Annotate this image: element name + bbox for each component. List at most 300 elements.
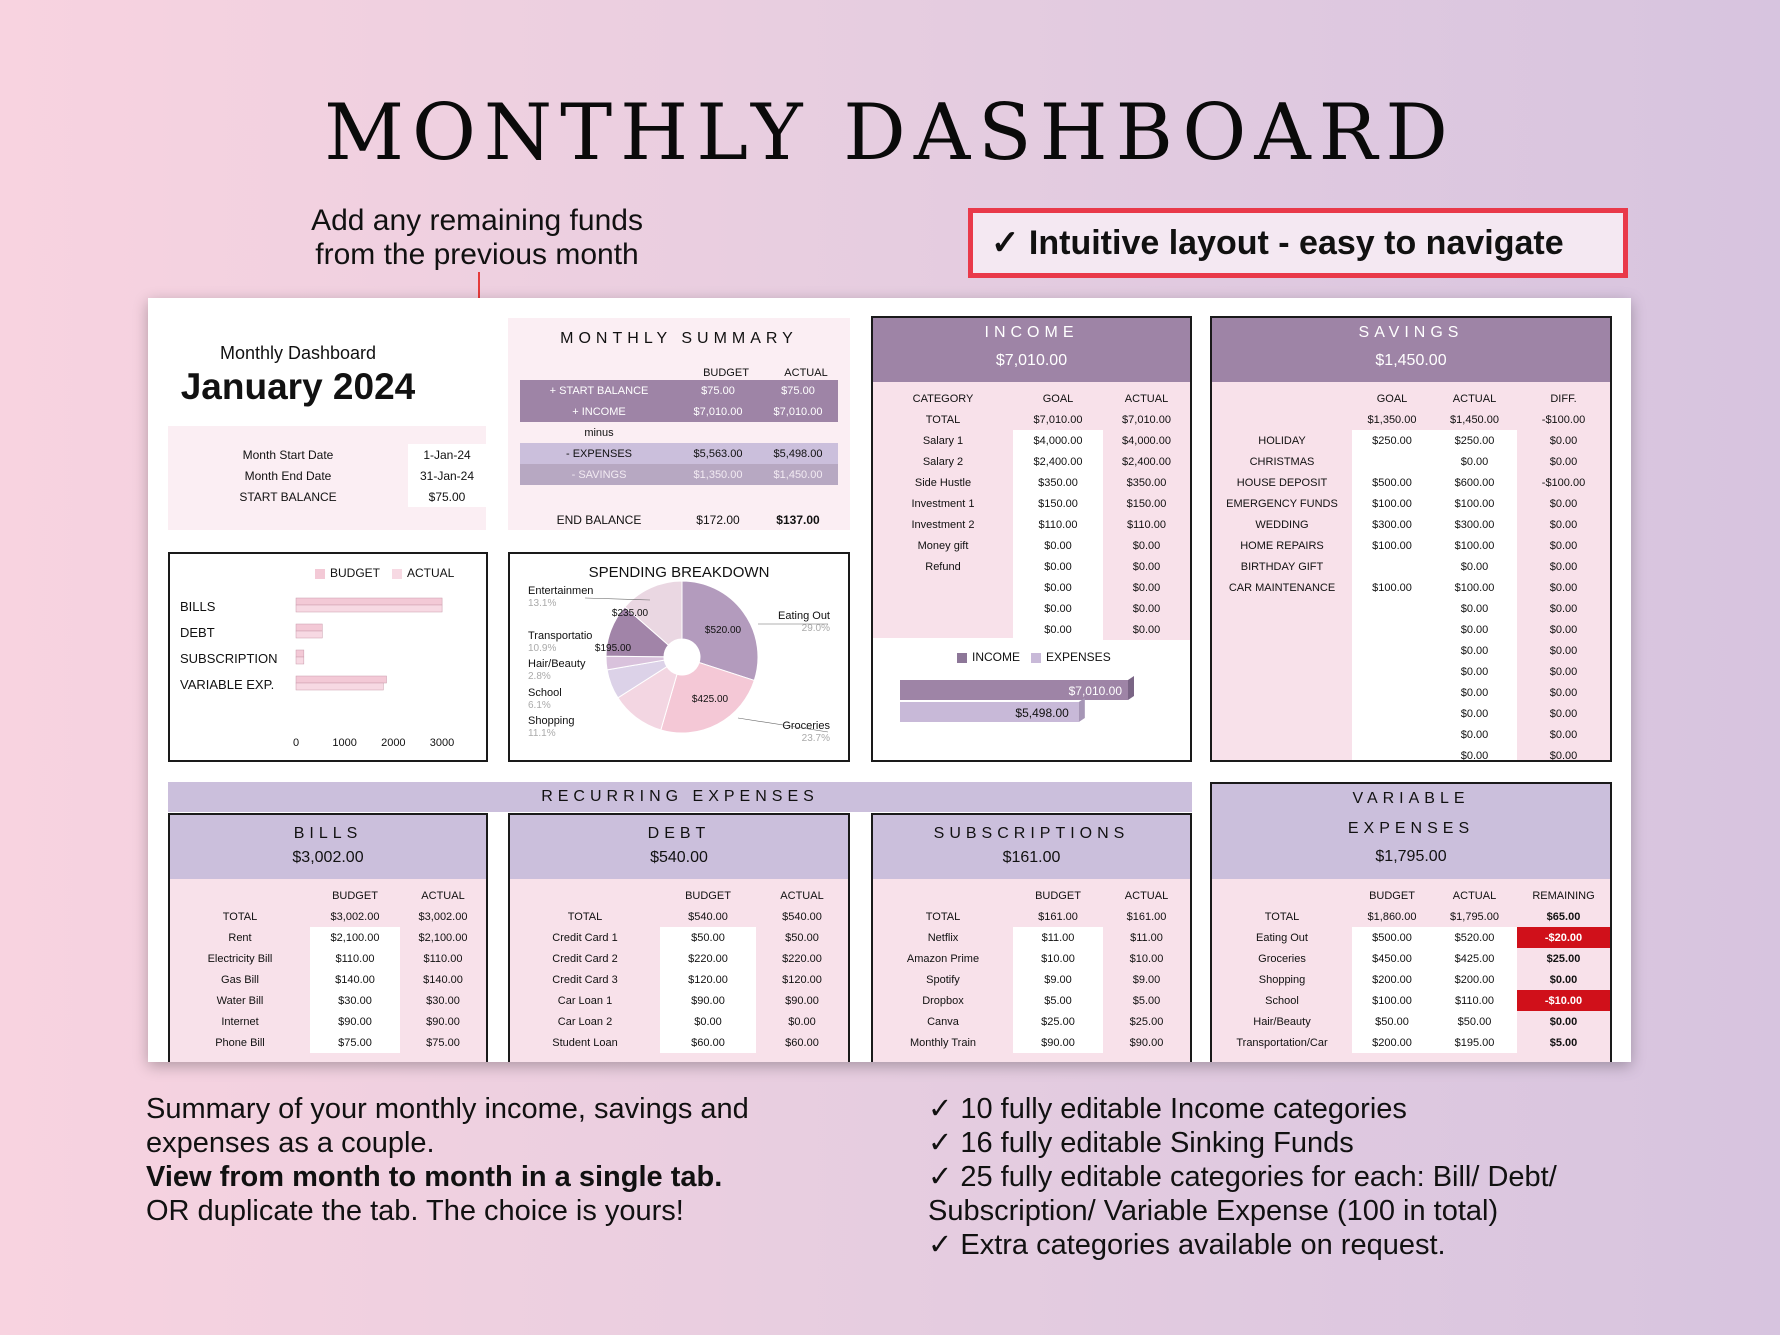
table-row — [873, 430, 1190, 451]
value-cell[interactable]: $0.00 — [1432, 451, 1517, 472]
value-cell[interactable] — [1352, 661, 1432, 682]
pie-percent-label: 2.8% — [528, 671, 551, 682]
table-row — [1212, 619, 1610, 640]
value-cell[interactable]: $0.00 — [1432, 640, 1517, 661]
bar-budget — [296, 650, 304, 657]
table-row — [873, 451, 1190, 472]
value-cell[interactable]: $520.00 — [1432, 927, 1517, 948]
savings-total: $1,450.00 — [1375, 352, 1447, 369]
value-cell[interactable]: $425.00 — [1432, 948, 1517, 969]
value-cell[interactable]: $100.00 — [1432, 535, 1517, 556]
value-cell[interactable] — [1352, 703, 1432, 724]
value-cell: $60.00 — [756, 1032, 848, 1053]
value-cell[interactable]: $100.00 — [1352, 577, 1432, 598]
value-cell: $0.00 — [1517, 969, 1610, 990]
column-header — [873, 885, 1013, 906]
page-headline: MONTHLY DASHBOARD — [324, 88, 1456, 178]
pie-percent-label: 10.9% — [528, 643, 557, 654]
variable-title-line1: VARIABLE — [1352, 790, 1470, 807]
column-header: GOAL — [1376, 392, 1408, 405]
category-cell — [1212, 598, 1352, 619]
table-header-row — [510, 885, 848, 906]
value-cell[interactable]: $50.00 — [1352, 1011, 1432, 1032]
value-cell[interactable]: $5.00 — [1013, 990, 1103, 1011]
value-cell[interactable]: $0.00 — [1013, 619, 1103, 640]
value-cell: $10.00 — [1103, 948, 1190, 969]
value-cell[interactable]: $0.00 — [1432, 598, 1517, 619]
category-cell — [1212, 661, 1352, 682]
value-cell: $11.00 — [1103, 927, 1190, 948]
category-cell — [1212, 745, 1352, 762]
value-cell: $0.00 — [1103, 535, 1190, 556]
value-cell: $0.00 — [1517, 745, 1610, 762]
column-header: CATEGORY — [912, 392, 974, 405]
value-cell[interactable]: $450.00 — [1352, 948, 1432, 969]
table-row — [1212, 927, 1610, 948]
category-cell — [1212, 640, 1352, 661]
value-cell[interactable] — [1352, 556, 1432, 577]
value-cell: $0.00 — [1517, 514, 1610, 535]
category-cell: BIRTHDAY GIFT — [1240, 560, 1324, 573]
legend-actual-label: ACTUAL — [407, 566, 455, 580]
value-cell[interactable]: $100.00 — [1352, 990, 1432, 1011]
value-cell[interactable]: $2,400.00 — [1013, 451, 1103, 472]
value-cell[interactable]: $195.00 — [1432, 1032, 1517, 1053]
table-row — [873, 1032, 1190, 1053]
income-table — [873, 388, 1190, 640]
value-cell: $110.00 — [400, 948, 486, 969]
table-row: Month End Date 31-Jan-24 — [168, 465, 486, 486]
savings-title: SAVINGS — [1358, 324, 1464, 341]
value-cell: $150.00 — [1103, 493, 1190, 514]
dashboard-month: January 2024 — [180, 366, 416, 407]
summary-title: MONTHLY SUMMARY — [560, 330, 798, 347]
table-row: END BALANCE $172.00 $137.00 — [556, 512, 820, 527]
category-cell: Student Loan — [552, 1036, 618, 1049]
feature-line: Subscription/ Variable Expense (100 in total) — [928, 1195, 1499, 1227]
value-cell[interactable]: $0.00 — [1013, 556, 1103, 577]
footer-right — [928, 1092, 1648, 1262]
value-cell[interactable] — [1352, 598, 1432, 619]
category-cell: Monthly Train — [909, 1036, 977, 1049]
debt-total: $540.00 — [650, 849, 708, 866]
monthly-summary-panel: MONTHLY SUMMARY BUDGET ACTUAL + START BALANCE $75.00 $75.00 + INCOME $7,010.00 $7,010.00 minus - EXPENSES $5,563.00 $5,498.00 - SAVINGS $1,350.00 $1,450.00 END BALANCE $172.00 $137.00 — [508, 318, 850, 530]
value-cell[interactable]: $0.00 — [1432, 745, 1517, 762]
table-total-row: TOTAL $7,010.00 $7,010.00 — [925, 413, 1171, 426]
table-row — [873, 948, 1190, 969]
value-cell[interactable]: $4,000.00 — [1013, 430, 1103, 451]
category-cell: Credit Card 2 — [552, 952, 618, 965]
table-row: - SAVINGS $1,350.00 $1,450.00 — [520, 464, 838, 485]
value-cell[interactable]: $0.00 — [1432, 703, 1517, 724]
table-row: minus — [584, 426, 614, 439]
table-row — [1212, 493, 1610, 514]
value-cell[interactable] — [1352, 745, 1432, 762]
table-header-row — [873, 388, 1190, 409]
column-header — [1212, 885, 1352, 906]
table-row — [873, 619, 1190, 640]
category-cell — [873, 619, 1013, 640]
table-row — [1212, 598, 1610, 619]
table-header-row — [873, 885, 1190, 906]
value-cell: $90.00 — [1103, 1032, 1190, 1053]
value-cell[interactable] — [1352, 724, 1432, 745]
table-total-row: TOTAL $1,860.00 $1,795.00 $65.00 — [1264, 910, 1581, 923]
category-cell: CAR MAINTENANCE — [1228, 581, 1336, 594]
category-cell: Car Loan 1 — [557, 994, 613, 1007]
value-cell[interactable]: $90.00 — [310, 1011, 400, 1032]
value-cell[interactable]: $220.00 — [660, 948, 756, 969]
table-row — [1212, 535, 1610, 556]
category-cell: Side Hustle — [914, 476, 972, 489]
category-cell: Spotify — [926, 973, 960, 986]
subscriptions-title: SUBSCRIPTIONS — [933, 825, 1130, 842]
legend-income-label: INCOME — [972, 650, 1020, 664]
value-cell[interactable]: $25.00 — [1013, 1011, 1103, 1032]
value-cell[interactable]: $110.00 — [1013, 514, 1103, 535]
value-cell: $0.00 — [1517, 451, 1610, 472]
value-cell[interactable]: $90.00 — [660, 990, 756, 1011]
table-row — [1212, 948, 1610, 969]
value-cell[interactable]: $75.00 — [310, 1032, 400, 1053]
bar-budget — [296, 598, 442, 605]
value-cell: -$10.00 — [1517, 990, 1610, 1011]
bar-actual — [296, 631, 322, 638]
spreadsheet-dashboard — [148, 298, 1631, 1062]
value-cell[interactable]: $600.00 — [1432, 472, 1517, 493]
table-row — [1212, 556, 1610, 577]
table-row — [510, 927, 848, 948]
value-cell: $9.00 — [1103, 969, 1190, 990]
recurring-expenses-title: RECURRING EXPENSES — [168, 782, 1192, 812]
table-row — [510, 948, 848, 969]
value-cell: $0.00 — [1517, 703, 1610, 724]
value-cell[interactable]: $110.00 — [1432, 990, 1517, 1011]
subscriptions-table — [873, 885, 1190, 1053]
table-row — [873, 556, 1190, 577]
pie-value-label: $235.00 — [611, 608, 649, 619]
axis-tick-label: 2000 — [381, 737, 406, 749]
column-header: DIFF. — [1550, 392, 1577, 405]
value-cell[interactable] — [1352, 619, 1432, 640]
value-cell[interactable]: $100.00 — [1432, 493, 1517, 514]
value-cell: $0.00 — [1103, 556, 1190, 577]
category-cell: HOLIDAY — [1258, 434, 1306, 447]
table-row: - EXPENSES $5,563.00 $5,498.00 — [520, 443, 838, 464]
value-cell: $0.00 — [1517, 535, 1610, 556]
table-row — [873, 969, 1190, 990]
table-row: Month Start Date 1-Jan-24 — [168, 444, 486, 465]
footer-left: Summary of your monthly income, savings and expenses as a couple. View from month to month in a single tab. OR duplicate the tab. The choice is yours! — [146, 1093, 749, 1227]
dashboard-label: Monthly Dashboard — [219, 343, 377, 363]
table-total-row: TOTAL $161.00 $161.00 — [925, 910, 1167, 923]
column-header: GOAL — [1042, 392, 1074, 405]
table-row — [1212, 724, 1610, 745]
value-cell[interactable] — [1352, 640, 1432, 661]
value-cell: $25.00 — [1517, 948, 1610, 969]
value-cell[interactable] — [1352, 451, 1432, 472]
axis-tick-label: 3000 — [429, 737, 455, 749]
column-header — [170, 885, 310, 906]
value-cell[interactable]: $150.00 — [1013, 493, 1103, 514]
value-cell: $220.00 — [756, 948, 848, 969]
bar-category-label: BILLS — [180, 599, 216, 614]
table-row — [873, 990, 1190, 1011]
value-cell[interactable]: $100.00 — [1352, 493, 1432, 514]
value-cell[interactable]: $350.00 — [1013, 472, 1103, 493]
value-cell[interactable]: $300.00 — [1432, 514, 1517, 535]
savings-table — [1212, 388, 1610, 762]
table-row: START BALANCE $75.00 — [168, 486, 486, 507]
category-cell: EMERGENCY FUNDS — [1226, 497, 1338, 510]
pie-percent-label: 11.1% — [528, 728, 556, 739]
value-cell: $90.00 — [400, 1011, 486, 1032]
value-cell[interactable]: $0.00 — [1432, 619, 1517, 640]
column-header: ACTUAL — [780, 889, 824, 902]
feature-line: ✓ 16 fully editable Sinking Funds — [928, 1127, 1354, 1159]
value-cell[interactable]: $200.00 — [1432, 969, 1517, 990]
table-total-row: $1,350.00 $1,450.00 -$100.00 — [1367, 413, 1586, 426]
value-cell[interactable] — [1352, 682, 1432, 703]
value-cell: $0.00 — [756, 1011, 848, 1032]
value-cell[interactable]: $110.00 — [310, 948, 400, 969]
table-row: + START BALANCE $75.00 $75.00 — [520, 380, 838, 401]
value-cell[interactable]: $11.00 — [1013, 927, 1103, 948]
value-cell: $30.00 — [400, 990, 486, 1011]
value-cell[interactable]: $30.00 — [310, 990, 400, 1011]
table-row — [510, 990, 848, 1011]
legend-expenses-label: EXPENSES — [1046, 650, 1111, 664]
table-row — [170, 990, 486, 1011]
table-row — [873, 535, 1190, 556]
value-cell[interactable]: $10.00 — [1013, 948, 1103, 969]
category-cell: Phone Bill — [215, 1036, 265, 1049]
value-cell[interactable]: $500.00 — [1352, 472, 1432, 493]
legend-budget-label: BUDGET — [330, 566, 381, 580]
category-cell: Amazon Prime — [906, 952, 980, 965]
axis-tick-label: 0 — [292, 737, 300, 749]
bar-category-label: DEBT — [180, 625, 215, 640]
expenses-bar-label: $5,498.00 — [1015, 706, 1069, 720]
value-cell: $0.00 — [1517, 598, 1610, 619]
category-cell: Electricity Bill — [207, 952, 273, 965]
value-cell[interactable]: $500.00 — [1352, 927, 1432, 948]
table-row — [510, 1032, 848, 1053]
value-cell[interactable]: $0.00 — [1013, 577, 1103, 598]
bar-actual — [296, 657, 304, 664]
pie-category-label: Entertainmen — [528, 585, 594, 597]
summary-end-balance — [520, 509, 838, 530]
value-cell: $0.00 — [1103, 577, 1190, 598]
value-cell: $50.00 — [756, 927, 848, 948]
value-cell: $25.00 — [1103, 1011, 1190, 1032]
value-cell: $0.00 — [1517, 493, 1610, 514]
value-cell: $0.00 — [1517, 430, 1610, 451]
value-cell: $350.00 — [1103, 472, 1190, 493]
legend-expenses-swatch — [1031, 653, 1041, 663]
pie-category-label: Eating Out — [778, 610, 830, 622]
pie-value-label: $195.00 — [594, 643, 632, 654]
value-cell: $4,000.00 — [1103, 430, 1190, 451]
value-cell[interactable]: $250.00 — [1432, 430, 1517, 451]
table-row — [1212, 640, 1610, 661]
value-cell[interactable]: $200.00 — [1352, 969, 1432, 990]
spending-pie-chart — [508, 552, 850, 762]
category-cell: Refund — [925, 560, 961, 573]
bills-table — [170, 885, 486, 1053]
dashboard-dates-table — [168, 444, 486, 507]
bar-budget — [296, 624, 322, 631]
bar-category-label: VARIABLE EXP. — [180, 677, 275, 692]
category-cell: HOUSE DEPOSIT — [1236, 476, 1328, 489]
bar-actual — [296, 683, 383, 690]
column-header: ACTUAL — [1452, 889, 1497, 902]
category-cell: Internet — [221, 1015, 259, 1028]
table-row — [1212, 577, 1610, 598]
category-cell — [1212, 619, 1352, 640]
table-row — [873, 493, 1190, 514]
table-row — [1212, 661, 1610, 682]
value-cell: $5.00 — [1517, 1032, 1610, 1053]
value-cell[interactable]: $50.00 — [1432, 1011, 1517, 1032]
value-cell[interactable]: $50.00 — [660, 927, 756, 948]
pie-value-label: $425.00 — [691, 694, 729, 705]
category-cell: Rent — [228, 931, 252, 944]
table-row — [873, 598, 1190, 619]
value-cell: $0.00 — [1517, 640, 1610, 661]
dashboard-dates-panel — [168, 426, 486, 530]
value-cell: $90.00 — [756, 990, 848, 1011]
value-cell[interactable]: $0.00 — [660, 1011, 756, 1032]
table-total-row: TOTAL $3,002.00 $3,002.00 — [222, 910, 468, 923]
table-row: + INCOME $7,010.00 $7,010.00 — [520, 401, 838, 422]
table-row — [1212, 745, 1610, 762]
income-vs-expenses-chart — [873, 668, 1190, 748]
value-cell[interactable]: $0.00 — [1013, 598, 1103, 619]
category-cell: Car Loan 2 — [557, 1015, 613, 1028]
value-cell: $75.00 — [400, 1032, 486, 1053]
value-cell[interactable]: $250.00 — [1352, 430, 1432, 451]
value-cell[interactable]: $300.00 — [1352, 514, 1432, 535]
bills-total: $3,002.00 — [292, 849, 364, 866]
value-cell: $120.00 — [756, 969, 848, 990]
category-cell — [873, 577, 1013, 598]
table-row — [1212, 1032, 1610, 1053]
value-cell[interactable]: $140.00 — [310, 969, 400, 990]
table-row — [873, 472, 1190, 493]
category-cell — [1212, 703, 1352, 724]
value-cell: $110.00 — [1103, 514, 1190, 535]
table-row — [873, 1011, 1190, 1032]
value-cell[interactable]: $2,100.00 — [310, 927, 400, 948]
column-header — [510, 885, 660, 906]
table-row — [1212, 990, 1610, 1011]
feature-line: ✓ Extra categories available on request. — [928, 1229, 1446, 1261]
debt-panel — [508, 813, 850, 1062]
income-total: $7,010.00 — [995, 352, 1068, 369]
value-cell: $2,100.00 — [400, 927, 486, 948]
pie-value-label: $520.00 — [704, 625, 742, 636]
table-row — [873, 514, 1190, 535]
category-cell: CHRISTMAS — [1249, 455, 1315, 468]
bar-budget — [296, 676, 387, 683]
value-cell: $0.00 — [1517, 619, 1610, 640]
value-cell[interactable]: $0.00 — [1432, 682, 1517, 703]
value-cell: -$100.00 — [1517, 472, 1610, 493]
savings-panel — [1210, 316, 1612, 762]
value-cell[interactable]: $120.00 — [660, 969, 756, 990]
feature-line: ✓ 25 fully editable categories for each: Bill/ Debt/ — [928, 1161, 1557, 1193]
category-cell: HOME REPAIRS — [1240, 539, 1324, 552]
table-row — [1212, 514, 1610, 535]
column-header: BUDGET — [685, 889, 731, 902]
expense-bar-chart — [168, 552, 488, 762]
bills-panel — [168, 813, 488, 1062]
column-header: ACTUAL — [1124, 392, 1169, 405]
value-cell[interactable]: $100.00 — [1432, 577, 1517, 598]
summary-table — [520, 380, 838, 485]
income-header — [873, 318, 1190, 382]
value-cell[interactable]: $60.00 — [660, 1032, 756, 1053]
category-cell — [873, 598, 1013, 619]
table-header-row — [1212, 885, 1610, 906]
income-bar-label: $7,010.00 — [1068, 684, 1122, 698]
bills-title: BILLS — [293, 825, 363, 842]
annotation-text: Add any remaining funds from the previous month — [311, 204, 643, 271]
table-row — [1212, 682, 1610, 703]
category-cell: Shopping — [1258, 973, 1306, 986]
category-cell: Investment 1 — [911, 497, 975, 510]
category-cell: Hair/Beauty — [1253, 1015, 1311, 1028]
variable-expenses-table — [1212, 885, 1610, 1053]
table-row — [1212, 430, 1610, 451]
axis-tick-label: 1000 — [332, 737, 357, 749]
value-cell: $0.00 — [1517, 661, 1610, 682]
debt-table — [510, 885, 848, 1053]
table-row — [170, 927, 486, 948]
category-cell: Transportation/Car — [1236, 1036, 1328, 1049]
income-title: INCOME — [984, 324, 1079, 341]
table-row — [170, 1011, 486, 1032]
value-cell[interactable]: $100.00 — [1352, 535, 1432, 556]
feature-line: ✓ 10 fully editable Income categories — [928, 1093, 1407, 1125]
value-cell[interactable]: $0.00 — [1432, 556, 1517, 577]
value-cell: $0.00 — [1103, 619, 1190, 640]
value-cell: $2,400.00 — [1103, 451, 1190, 472]
value-cell[interactable]: $0.00 — [1432, 661, 1517, 682]
column-header: ACTUAL — [1124, 889, 1169, 902]
value-cell[interactable]: $0.00 — [1432, 724, 1517, 745]
value-cell: $140.00 — [400, 969, 486, 990]
category-cell: WEDDING — [1255, 518, 1309, 531]
table-row — [510, 969, 848, 990]
pie-category-label: Hair/Beauty — [528, 658, 586, 670]
category-cell: Investment 2 — [911, 518, 975, 531]
bar-actual — [296, 605, 442, 612]
value-cell[interactable]: $0.00 — [1013, 535, 1103, 556]
table-total-row: TOTAL $540.00 $540.00 — [567, 910, 822, 923]
value-cell[interactable]: $90.00 — [1013, 1032, 1103, 1053]
value-cell[interactable]: $9.00 — [1013, 969, 1103, 990]
value-cell[interactable]: $200.00 — [1352, 1032, 1432, 1053]
variable-total: $1,795.00 — [1375, 848, 1447, 865]
category-cell: Money gift — [917, 539, 969, 552]
value-cell: $0.00 — [1103, 598, 1190, 619]
column-header: BUDGET — [1035, 889, 1081, 902]
income-panel — [871, 316, 1192, 762]
pie-category-label: School — [528, 687, 562, 699]
legend-income-swatch — [957, 653, 967, 663]
